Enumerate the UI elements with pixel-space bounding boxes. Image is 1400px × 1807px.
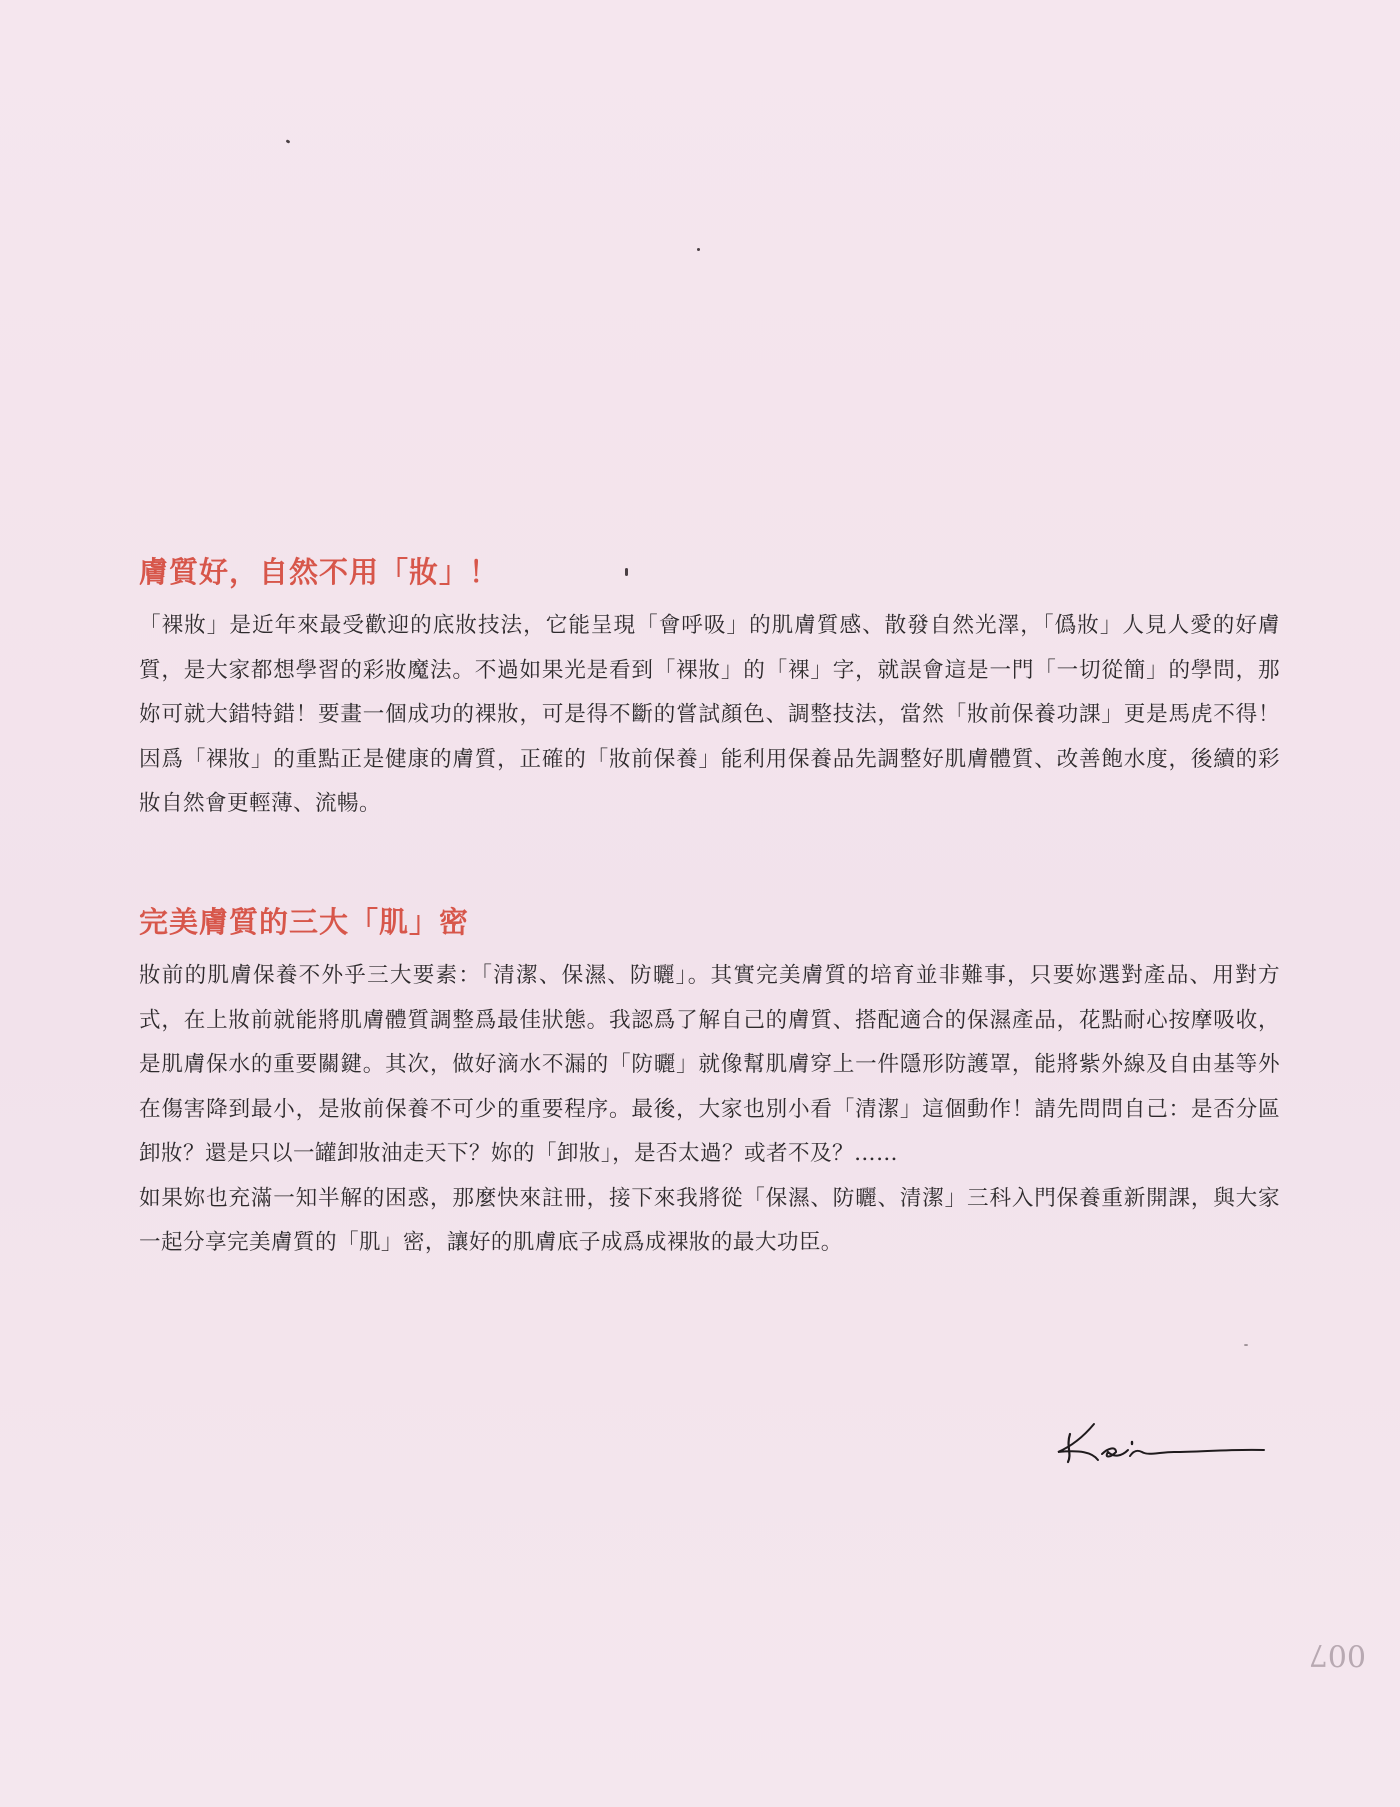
section-three-secrets [139, 902, 1280, 1266]
body-paragraph: 「裸妝」是近年來最受歡迎的底妝技法，它能呈現「會呼吸」的肌膚質感、散發自然光澤，「僞妝」人見人愛的好膚質，是大家都想學習的彩妝魔法。不過如果光是看到「裸妝」的「裸」字，就誤會這是一門「一切從簡」的學問，那妳可就大錯特錯！要畫一個成功的裸妝，可是得不斷的嘗試顏色、調整技法，當然「妝前保養功課」更是馬虎不得！因爲「裸妝」的重點正是健康的膚質，正確的「妝前保養」能利用保養品先調整好肌膚體質、改善飽水度，後續的彩妝自然會更輕薄、流暢。 [139, 613, 1280, 816]
section-heading: 完美膚質的三大「肌」密 [139, 905, 470, 939]
section-heading: 膚質好，自然不用「妝」！ [139, 555, 500, 589]
body-paragraph: 如果妳也充滿一知半解的困惑，那麼快來註冊，接下來我將從「保濕、防曬、清潔」三科入門保養重新開課，與大家一起分享完美膚質的「肌」密，讓好的肌膚底子成爲成裸妝的最大功臣。 [139, 1185, 1280, 1255]
paper-speck [697, 248, 700, 251]
paper-speck [286, 139, 291, 144]
paper-speck [1244, 1344, 1248, 1346]
body-paragraph: 妝前的肌膚保養不外乎三大要素：「清潔、保濕、防曬」。其實完美膚質的培育並非難事，只要妳選對產品、用對方式，在上妝前就能將肌膚體質調整爲最佳狀態。我認爲了解自己的膚質、搭配適合的保濕產品，花點耐心按摩吸收，是肌膚保水的重要關鍵。其次，做好滴水不漏的「防曬」就像幫肌膚穿上一件隱形防護罩，能將紫外線及自由基等外在傷害降到最小，是妝前保養不可少的重要程序。最後，大家也別小看「清潔」這個動作！請先問問自己：是否分區卸妝？還是只以一罐卸妝油走天下？妳的「卸妝」，是否太過？或者不及？…… [139, 963, 1280, 1166]
author-signature [1050, 1400, 1270, 1470]
section-skin-quality [139, 552, 1280, 827]
page-number: 007 [1308, 1637, 1366, 1672]
